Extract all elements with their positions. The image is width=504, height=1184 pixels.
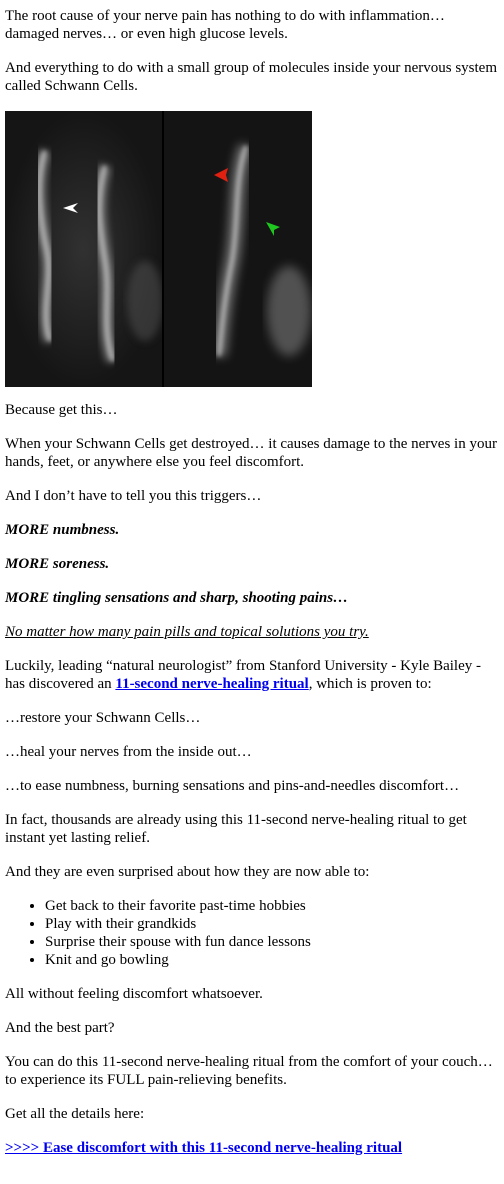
intro-paragraph-1: The root cause of your nerve pain has nothing to do with inflammation… damaged nerves… or even high glucose levels.: [5, 8, 445, 42]
luckily-pre-text: Luckily, leading “natural neurologist” from Stanford University - Kyle Bailey - has discovered an: [5, 658, 481, 692]
details-paragraph: Get all the details here:: [5, 1106, 145, 1122]
more-tingling: MORE tingling sensations and sharp, shooting pains…: [5, 590, 349, 606]
list-item: • Play with their grandkids: [45, 915, 499, 933]
cta-paragraph: [5, 1139, 499, 1157]
ease-paragraph: …to ease numbness, burning sensations and pins-and-needles discomfort…: [5, 778, 460, 794]
heal-paragraph: …heal your nerves from the inside out…: [5, 744, 252, 760]
in-fact-paragraph: In fact, thousands are already using this 11-second nerve-healing ritual to get instant yet lasting relief.: [5, 812, 467, 846]
without-paragraph: All without feeling discomfort whatsoever.: [5, 986, 263, 1002]
no-matter-paragraph: No matter how many pain pills and topical solutions you try.: [5, 624, 369, 640]
more-soreness: MORE soreness.: [5, 556, 110, 572]
intro-paragraph-2: And everything to do with a small group of molecules inside your nervous system called Schwann Cells.: [5, 60, 498, 94]
microscopy-panel-left: [5, 111, 162, 387]
luckily-paragraph: [5, 657, 499, 693]
ritual-inline-link[interactable]: 11-second nerve-healing ritual: [115, 676, 309, 692]
microscopy-panel-right: [164, 111, 312, 387]
comfort-paragraph: You can do this 11-second nerve-healing ritual from the comfort of your couch… to experience its FULL pain-relieving benefits.: [5, 1054, 493, 1088]
luckily-post-text: , which is proven to:: [308, 676, 432, 692]
schwann-cells-microscopy-image: [5, 111, 312, 387]
list-item: • Knit and go bowling: [45, 951, 499, 969]
because-paragraph: Because get this…: [5, 402, 118, 418]
microscopy-left-svg: [5, 111, 162, 387]
list-item: • Surprise their spouse with fun dance lessons: [45, 933, 499, 951]
list-item: • Get back to their favorite past-time hobbies: [45, 897, 499, 915]
more-numbness: MORE numbness.: [5, 522, 120, 538]
microscopy-right-svg: [164, 111, 312, 387]
triggers-paragraph: And I don’t have to tell you this triggers…: [5, 488, 262, 504]
destroyed-paragraph: When your Schwann Cells get destroyed… it causes damage to the nerves in your hands, feet, or anywhere else you feel discomfort.: [5, 436, 497, 470]
surprised-paragraph: And they are even surprised about how they are now able to:: [5, 864, 370, 880]
restore-paragraph: …restore your Schwann Cells…: [5, 710, 201, 726]
cta-link[interactable]: >>>> Ease discomfort with this 11-second nerve-healing ritual: [5, 1140, 403, 1156]
best-part-paragraph: And the best part?: [5, 1020, 115, 1036]
benefits-list: [5, 897, 499, 969]
